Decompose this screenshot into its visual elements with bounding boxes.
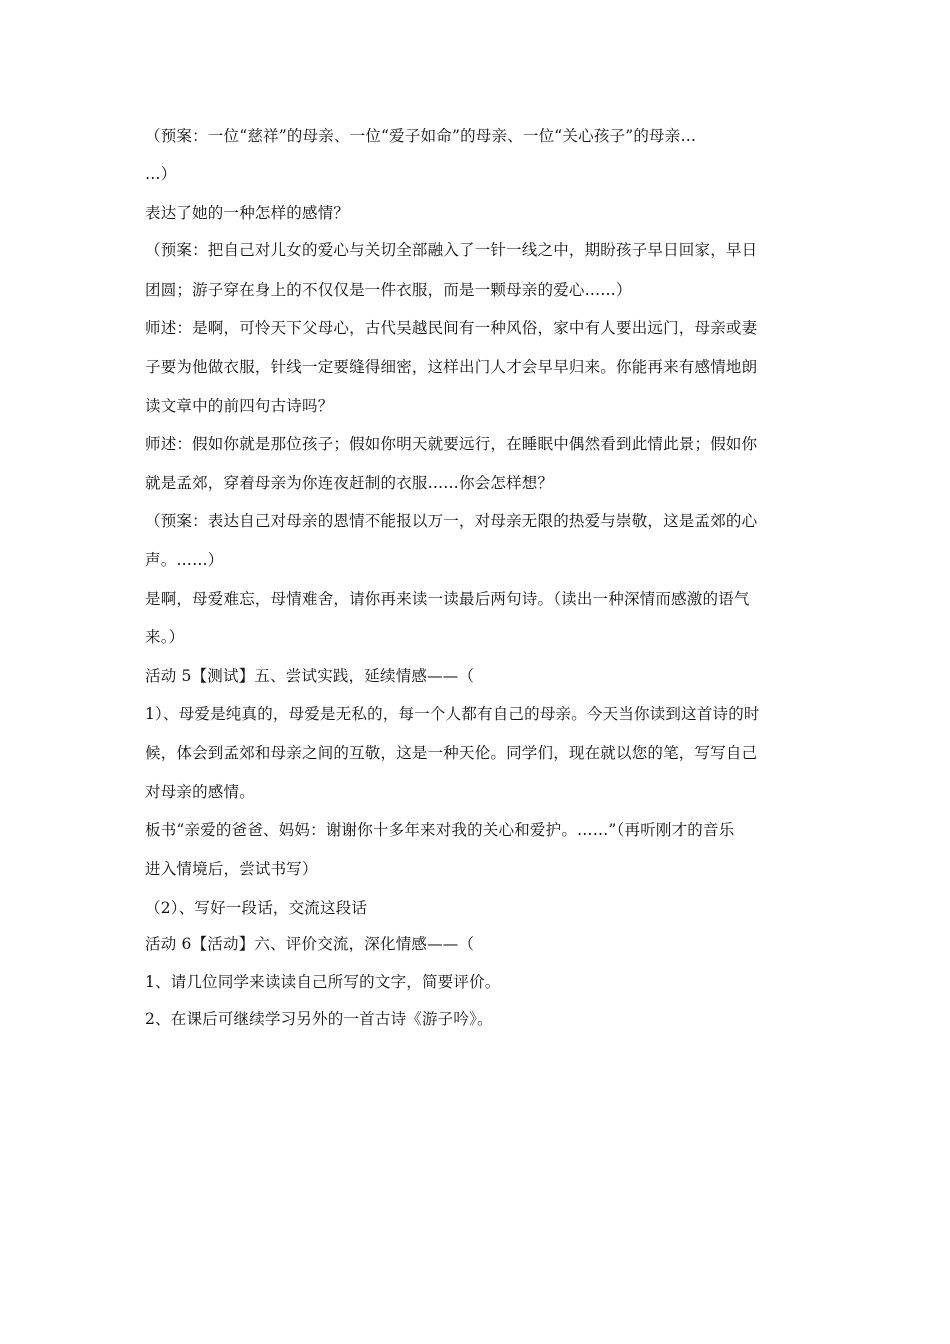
text-line: 子要为他做衣服，针线一定要缝得细密，这样出门人才会早早归来。你能再来有感情地朗 <box>145 358 758 376</box>
text-line: 对母亲的感情。 <box>145 783 255 801</box>
text-line: 来。） <box>145 628 185 646</box>
text-line: （预案：把自己对儿女的爱心与关切全部融入了一针一线之中，期盼孩子早日回家，早日 <box>145 241 758 259</box>
text-line: （2）、写好一段话，交流这段话 <box>145 899 368 917</box>
text-line: 就是孟郊，穿着母亲为你连夜赶制的衣服……你会怎样想？ <box>145 474 554 492</box>
text-line: 1）、母爱是纯真的，母爱是无私的，每一个人都有自己的母亲。今天当你读到这首诗的时 <box>145 705 760 723</box>
text-line: 候，体会到孟郊和母亲之间的互敬，这是一种天伦。同学们，现在就以您的笔，写写自己 <box>145 744 758 762</box>
text-line: 团圆；游子穿在身上的不仅仅是一件衣服，而是一颗母亲的爱心……） <box>145 281 632 299</box>
text-line: 1、请几位同学来读读自己所写的文字，简要评价。 <box>145 973 501 991</box>
text-line: 板书“亲爱的爸爸、妈妈：谢谢你十多年来对我的关心和爱护。……”（再听刚才的音乐 <box>145 821 735 839</box>
text-line: 活动 6【活动】六、评价交流，深化情感——（ <box>145 935 475 953</box>
text-line: 进入情境后，尝试书写） <box>145 860 318 878</box>
text-line: 是啊，母爱难忘，母情难舍，请你再来读一读最后两句诗。（读出一种深情而感激的语气 <box>145 590 750 608</box>
text-line: 师述：假如你就是那位孩子；假如你明天就要远行，在睡眠中偶然看到此情此景；假如你 <box>145 435 758 453</box>
text-line: 声。……） <box>145 551 224 569</box>
text-line: 2、在课后可继续学习另外的一首古诗《游子吟》。 <box>145 1010 493 1028</box>
text-line: 活动 5【测试】五、尝试实践，延续情感——（ <box>145 667 475 685</box>
text-line: …） <box>145 165 177 183</box>
text-line: （预案：表达自己对母亲的恩情不能报以万一，对母亲无限的热爱与崇敬，这是孟郊的心 <box>145 512 758 530</box>
text-line: （预案：一位“慈祥”的母亲、一位“爱子如命”的母亲、一位“关心孩子”的母亲… <box>145 127 697 145</box>
text-line: 读文章中的前四句古诗吗？ <box>145 397 334 415</box>
text-line: 师述：是啊，可怜天下父母心，古代吴越民间有一种风俗，家中有人要出远门，母亲或妻 <box>145 319 758 337</box>
text-line: 表达了她的一种怎样的感情？ <box>145 204 350 222</box>
